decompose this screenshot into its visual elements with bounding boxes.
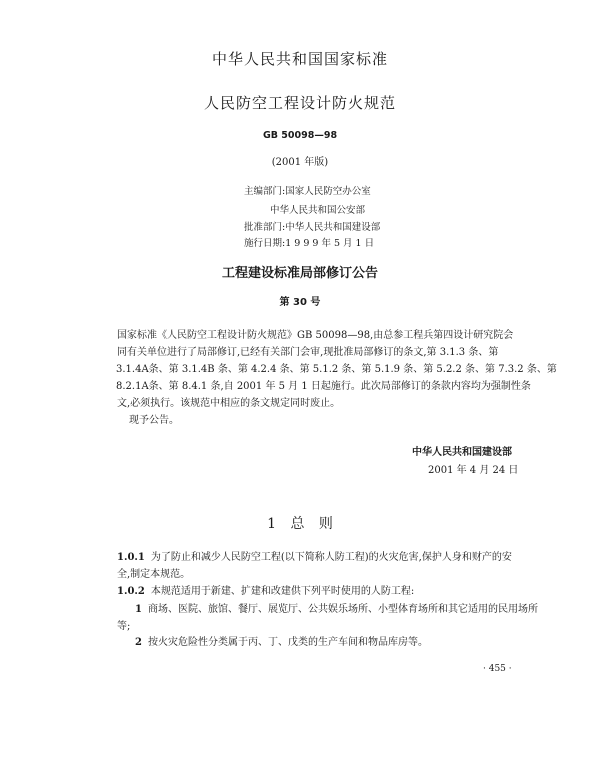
- editor-department: 主编部门:国家人民防空办公室: [244, 186, 371, 197]
- notice-title: 工程建设标准局部修订公告: [221, 266, 378, 281]
- notice-closing: 现予公告。: [129, 415, 179, 426]
- notice-paragraph-line: 文,必须执行。该规范中相应的条文规定同时废止。: [117, 398, 341, 409]
- item-number: 1: [135, 604, 142, 615]
- article-item-1-cont: 等;: [117, 621, 131, 632]
- notice-paragraph-line: 8.2.1A条、第 8.4.1 条,自 2001 年 5 月 1 日起施行。此次局部修订的条款内容均为强制性条: [116, 381, 531, 392]
- article-1-0-1: [117, 549, 512, 566]
- notice-number: 第 30 号: [279, 297, 321, 308]
- article-1-0-1-cont: 全,制定本规范。: [117, 569, 191, 580]
- item-text: 商场、医院、旅馆、餐厅、展览厅、公共娱乐场所、小型体育场所和其它适用的民用场所: [147, 604, 538, 615]
- article-number: 1.0.2: [117, 586, 145, 597]
- article-text: 为了防止和减少人民防空工程(以下简称人防工程)的火灾危害,保护人身和财产的安: [150, 552, 512, 563]
- chapter-heading: 1 总 则: [267, 516, 333, 532]
- article-item-1: [135, 601, 538, 618]
- notice-paragraph-line: 3.1.4A条、第 3.1.4B 条、第 4.2.4 条、第 5.1.2 条、第 5.1.9 条、第 5.2.2 条、第 7.3.2 条、第: [116, 364, 557, 375]
- notice-paragraph-line: 同有关单位进行了局部修订,已经有关部门会审,现批准局部修订的条文,第 3.1.3 条、第: [117, 347, 499, 358]
- effective-date: 施行日期:1 9 9 9 年 5 月 1 日: [244, 238, 375, 249]
- article-text: 本规范适用于新建、扩建和改建供下列平时使用的人防工程:: [150, 586, 415, 597]
- standard-category: 中华人民共和国国家标准: [211, 50, 388, 68]
- approval-department: 批准部门:中华人民共和国建设部: [244, 222, 381, 233]
- article-number: 1.0.1: [117, 552, 145, 563]
- standard-code: GB 50098—98: [262, 130, 338, 141]
- article-1-0-2: [117, 583, 414, 600]
- notice-paragraph-line: 国家标准《人民防空工程设计防火规范》GB 50098—98,由总参工程兵第四设计研究院会: [117, 330, 514, 341]
- document-title: 人民防空工程设计防火规范: [203, 94, 396, 112]
- co-editor-department: 中华人民共和国公安部: [270, 205, 366, 216]
- item-text: 按火灾危险性分类属于丙、丁、戊类的生产车间和物品库房等。: [147, 637, 428, 648]
- notice-date: 2001 年 4 月 24 日: [428, 465, 519, 476]
- edition-label: (2001 年版): [271, 157, 329, 168]
- item-number: 2: [135, 637, 142, 648]
- page-number: · 455 ·: [483, 664, 512, 674]
- article-item-2: [135, 634, 428, 651]
- notice-signer: 中华人民共和国建设部: [412, 447, 512, 458]
